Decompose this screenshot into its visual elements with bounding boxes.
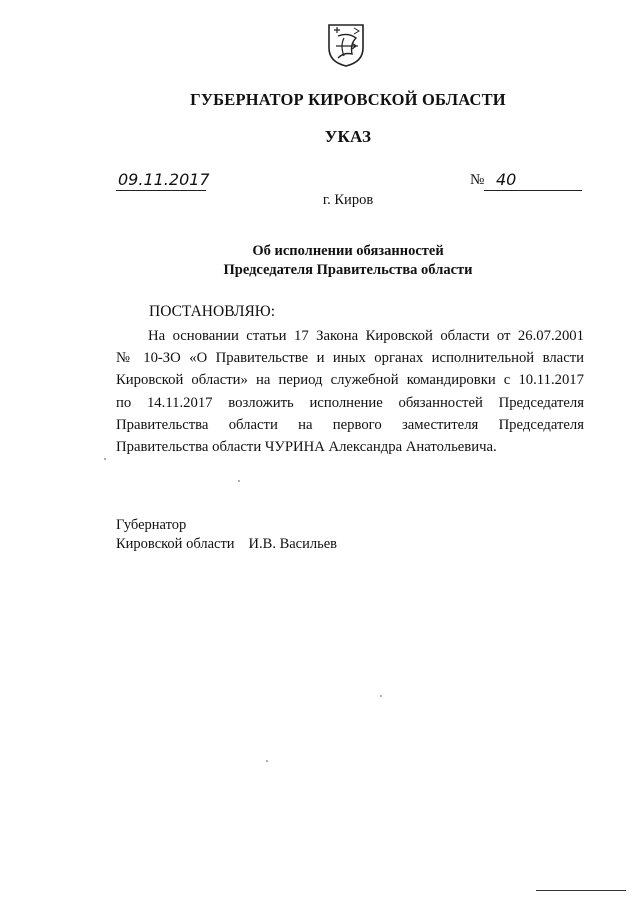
footer-rule — [536, 890, 626, 891]
resolve-heading: ПОСТАНОВЛЯЮ: — [149, 303, 276, 320]
scan-speck — [266, 760, 268, 762]
body-line: Кировской области» на период служебной командировки с 10.11.2017 — [116, 372, 584, 389]
coat-of-arms-icon — [326, 22, 366, 68]
body-line: Правительства области ЧУРИНА Александра Анатольевича. — [116, 439, 497, 456]
city: г. Киров — [322, 192, 374, 208]
body-line: Правительства области на первого заместителя Председателя — [116, 416, 584, 433]
signatory-position: Губернатор — [116, 517, 187, 533]
number-label: № — [470, 172, 485, 188]
subject-line: Председателя Правительства области — [223, 262, 473, 278]
document-type: УКАЗ — [324, 127, 372, 146]
signatory-region: Кировской области — [116, 536, 235, 552]
authority-title: ГУБЕРНАТОР КИРОВСКОЙ ОБЛАСТИ — [190, 90, 506, 109]
scan-speck — [238, 480, 240, 482]
body-line: На основании статьи 17 Закона Кировской области от 26.07.2001 — [148, 328, 584, 344]
decree-date: 09.11.2017 — [118, 170, 210, 189]
decree-body — [116, 325, 584, 458]
body-line: по 14.11.2017 возложить исполнение обязанностей Председателя — [116, 394, 584, 411]
body-line: № 10-ЗО «О Правительстве и иных органах исполнительной власти — [116, 350, 584, 367]
subject-line: Об исполнении обязанностей — [252, 243, 444, 259]
decree-number: 40 — [484, 170, 582, 191]
decree-subject — [0, 242, 640, 280]
scan-speck — [104, 458, 106, 460]
signatory-name: И.В. Васильев — [248, 536, 337, 552]
scan-speck — [380, 695, 382, 697]
signatory-block — [116, 535, 337, 554]
